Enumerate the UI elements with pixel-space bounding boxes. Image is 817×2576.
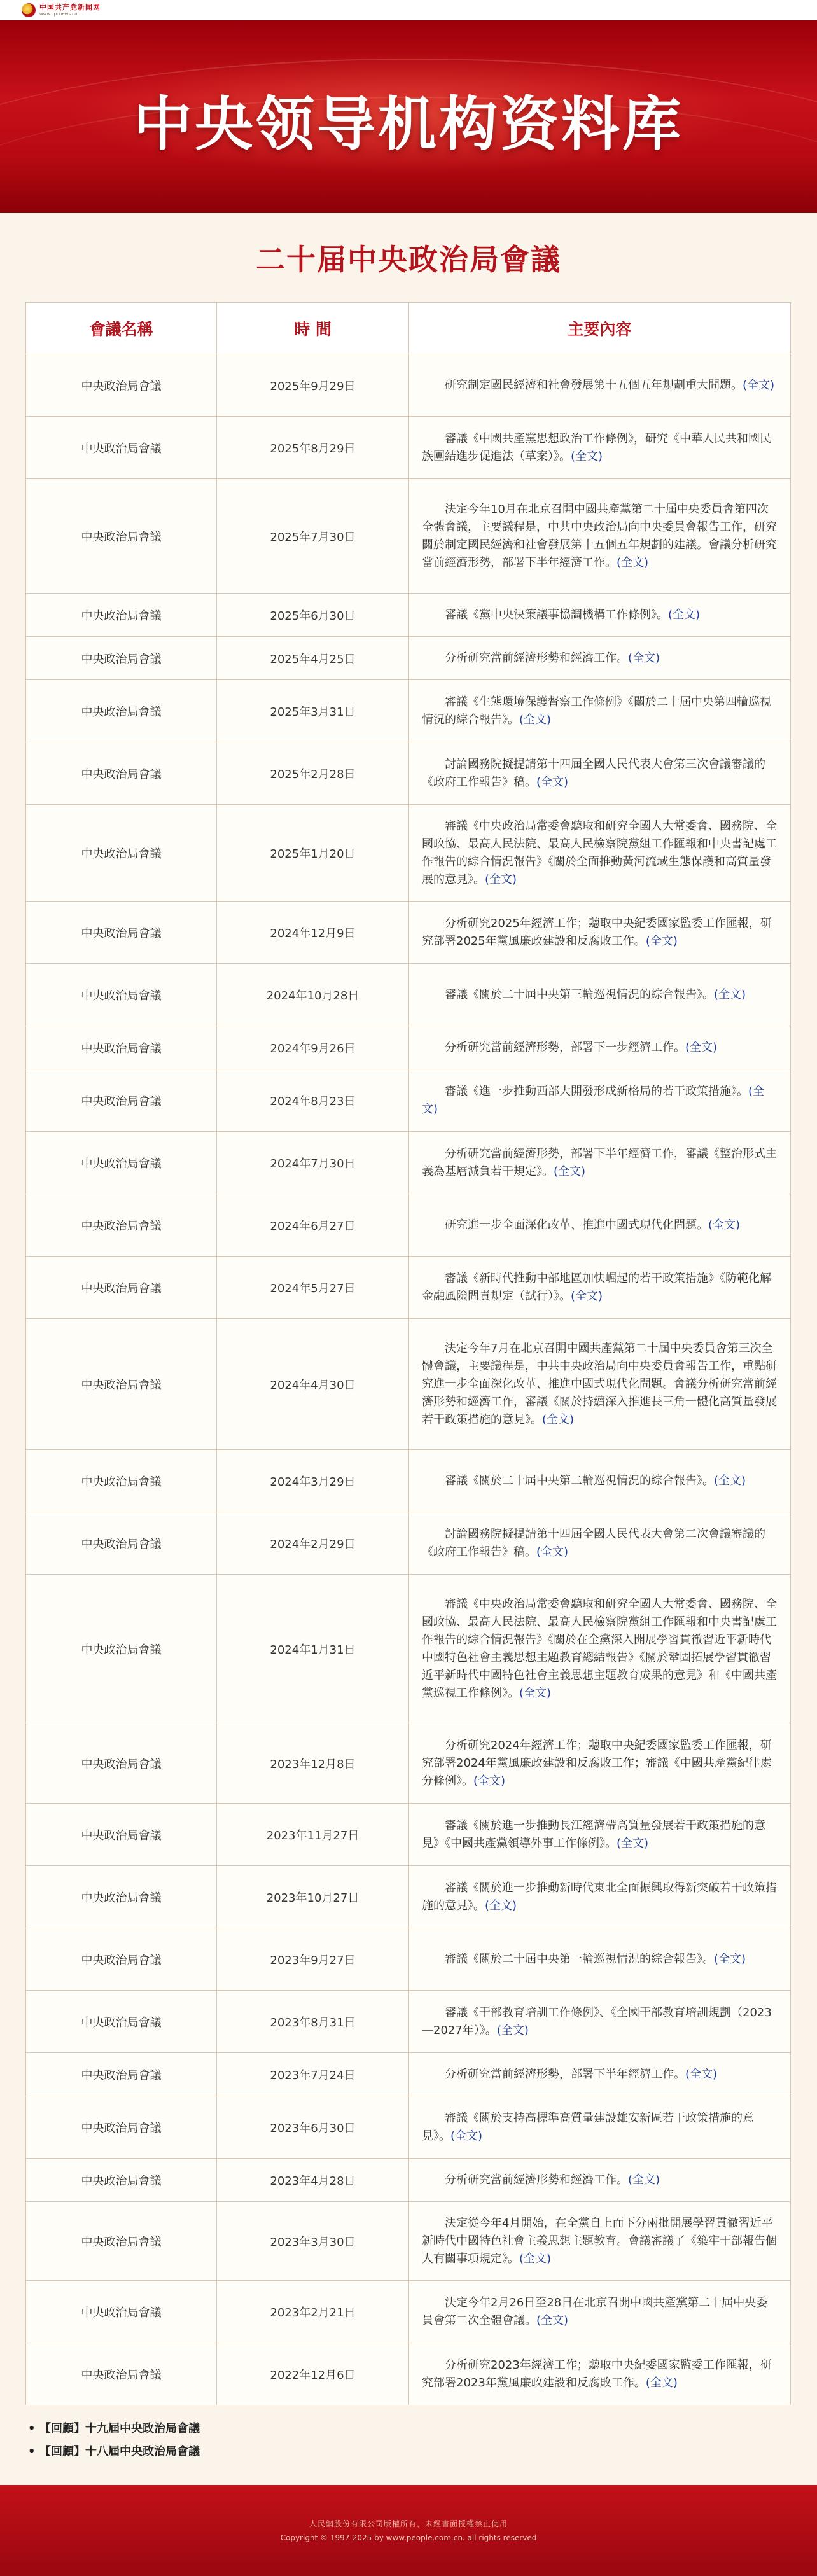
table-row bbox=[26, 1450, 791, 1512]
meeting-content-cell bbox=[409, 2053, 791, 2096]
top-bar bbox=[0, 0, 817, 21]
logo-title: 中国共产党新闻网 bbox=[39, 3, 101, 11]
meeting-date-cell: 2025年7月30日 bbox=[217, 479, 409, 594]
meeting-name-cell: 中央政治局會議 bbox=[26, 1928, 217, 1991]
table-row bbox=[26, 1804, 791, 1866]
meeting-content-cell bbox=[409, 680, 791, 742]
meeting-date-cell: 2025年2月28日 bbox=[217, 742, 409, 805]
meeting-content-cell bbox=[409, 354, 791, 417]
meeting-date-cell: 2023年7月24日 bbox=[217, 2053, 409, 2096]
column-header-content: 主要內容 bbox=[409, 303, 791, 354]
meeting-content-cell bbox=[409, 2159, 791, 2202]
banner-title: 中央领导机构资料库 bbox=[133, 90, 683, 158]
full-text-link[interactable]: (全文) bbox=[536, 2313, 569, 2327]
full-text-link[interactable]: (全文) bbox=[714, 1952, 746, 1966]
meeting-content-text: 分析研究當前經濟形勢，部署下一步經濟工作。 bbox=[445, 1040, 685, 1054]
meeting-content-text: 審議《中央政治局常委會聽取和研究全國人大常委會、國務院、全國政協、最高人民法院、最高人民檢察院黨組工作匯報和中央書記處工作報告的綜合情況報告》《關於在全黨深入開展學習貫徹習近平新時代中國特色社會主義思想主題教育總結報告》《關於鞏固拓展學習貫徹習近平新時代中國特色社會主義思想主題教育成果的意見》和《中國共產黨巡視工作條例》。 bbox=[422, 1597, 777, 1700]
review-links bbox=[25, 2418, 200, 2463]
table-row bbox=[26, 1928, 791, 1991]
meeting-content-text: 決定從今年4月開始，在全黨自上而下分兩批開展學習貫徹習近平新時代中國特色社會主義思想主題教育。會議審議了《築牢干部報告個人有關事項規定》。 bbox=[422, 2216, 777, 2266]
table-row bbox=[26, 2053, 791, 2096]
meeting-content-cell bbox=[409, 1132, 791, 1194]
meeting-date-cell: 2024年12月9日 bbox=[217, 902, 409, 964]
meeting-date-cell: 2025年9月29日 bbox=[217, 354, 409, 417]
meeting-content-text: 審議《進一步推動西部大開發形成新格局的若干政策措施》。 bbox=[445, 1084, 748, 1098]
table-row bbox=[26, 1512, 791, 1575]
meeting-content-text: 討論國務院擬提請第十四屆全國人民代表大會第二次會議審議的《政府工作報告》稿。 bbox=[422, 1527, 765, 1559]
full-text-link[interactable]: (全文) bbox=[536, 1545, 569, 1559]
meeting-date-cell: 2024年8月23日 bbox=[217, 1069, 409, 1132]
meeting-content-text: 審議《關於支持高標準高質量建設雄安新區若干政策措施的意見》。 bbox=[422, 2111, 754, 2143]
meeting-name-cell: 中央政治局會議 bbox=[26, 1319, 217, 1450]
banner bbox=[0, 20, 817, 213]
full-text-link[interactable]: (全文) bbox=[519, 713, 552, 727]
meeting-date-cell: 2024年2月29日 bbox=[217, 1512, 409, 1575]
meeting-content-cell bbox=[409, 1450, 791, 1512]
meeting-name-cell: 中央政治局會議 bbox=[26, 1866, 217, 1928]
meeting-content-cell bbox=[409, 1575, 791, 1723]
meeting-date-cell: 2025年6月30日 bbox=[217, 594, 409, 637]
meeting-content-text: 審議《生態環境保護督察工作條例》《關於二十屆中央第四輪巡視情況的綜合報告》。 bbox=[422, 695, 771, 727]
meeting-date-cell: 2025年1月20日 bbox=[217, 805, 409, 902]
meeting-content-text: 審議《新時代推動中部地區加快崛起的若干政策措施》《防範化解金融風險問責規定（試行）》。 bbox=[422, 1271, 771, 1303]
meeting-name-cell: 中央政治局會議 bbox=[26, 594, 217, 637]
full-text-link[interactable]: (全文) bbox=[450, 2129, 483, 2143]
site-logo[interactable] bbox=[22, 1, 101, 19]
table-row bbox=[26, 2202, 791, 2281]
meeting-name-cell: 中央政治局會議 bbox=[26, 742, 217, 805]
meeting-content-cell bbox=[409, 479, 791, 594]
full-text-link[interactable]: (全文) bbox=[685, 1040, 718, 1054]
meeting-date-cell: 2024年10月28日 bbox=[217, 964, 409, 1026]
meeting-date-cell: 2024年5月27日 bbox=[217, 1257, 409, 1319]
table-header-row bbox=[26, 303, 791, 354]
meeting-name-cell: 中央政治局會議 bbox=[26, 1257, 217, 1319]
full-text-link[interactable]: (全文) bbox=[422, 1084, 765, 1116]
full-text-link[interactable]: (全文) bbox=[617, 555, 649, 569]
table-row bbox=[26, 1866, 791, 1928]
full-text-link[interactable]: (全文) bbox=[685, 2067, 718, 2081]
meeting-content-text: 討論國務院擬提請第十四屆全國人民代表大會第三次會議審議的《政府工作報告》稿。 bbox=[422, 757, 765, 789]
meeting-content-text: 審議《關於二十屆中央第三輪巡視情況的綜合報告》。 bbox=[445, 987, 714, 1001]
meeting-date-cell: 2023年10月27日 bbox=[217, 1866, 409, 1928]
meeting-content-cell bbox=[409, 1512, 791, 1575]
meeting-date-cell: 2025年8月29日 bbox=[217, 417, 409, 479]
table-row bbox=[26, 1026, 791, 1069]
full-text-link[interactable]: (全文) bbox=[542, 1412, 575, 1426]
meeting-name-cell: 中央政治局會議 bbox=[26, 1450, 217, 1512]
table-row bbox=[26, 1991, 791, 2053]
meeting-content-cell bbox=[409, 1723, 791, 1804]
meeting-date-cell: 2024年7月30日 bbox=[217, 1132, 409, 1194]
meeting-content-cell bbox=[409, 964, 791, 1026]
meeting-content-cell bbox=[409, 742, 791, 805]
review-link-18th[interactable]: • 【回顧】十八屆中央政治局會議 bbox=[25, 2440, 200, 2463]
meetings-table bbox=[25, 302, 791, 2405]
meeting-name-cell: 中央政治局會議 bbox=[26, 1991, 217, 2053]
table-row bbox=[26, 1132, 791, 1194]
meeting-date-cell: 2023年11月27日 bbox=[217, 1804, 409, 1866]
full-text-link[interactable]: (全文) bbox=[473, 1774, 506, 1788]
meeting-content-text: 分析研究當前經濟形勢和經濟工作。 bbox=[445, 651, 628, 665]
full-text-link[interactable]: (全文) bbox=[554, 1164, 586, 1178]
meeting-name-cell: 中央政治局會議 bbox=[26, 902, 217, 964]
meeting-content-cell bbox=[409, 1257, 791, 1319]
footer-copyright-cn: 人民網股份有限公司版權所有，未經書面授權禁止使用 bbox=[309, 2519, 508, 2528]
meeting-content-cell bbox=[409, 1804, 791, 1866]
table-row bbox=[26, 354, 791, 417]
meeting-content-cell bbox=[409, 1991, 791, 2053]
meeting-name-cell: 中央政治局會議 bbox=[26, 964, 217, 1026]
table-row bbox=[26, 964, 791, 1026]
meeting-name-cell: 中央政治局會議 bbox=[26, 354, 217, 417]
meeting-content-text: 審議《干部教育培訓工作條例》、《全國干部教育培訓規劃（2023—2027年）》。 bbox=[422, 2005, 772, 2037]
meeting-name-cell: 中央政治局會議 bbox=[26, 680, 217, 742]
footer bbox=[0, 2485, 817, 2576]
full-text-link[interactable]: (全文) bbox=[571, 1289, 603, 1303]
meeting-content-cell bbox=[409, 2202, 791, 2281]
meeting-date-cell: 2023年3月30日 bbox=[217, 2202, 409, 2281]
meeting-name-cell: 中央政治局會議 bbox=[26, 417, 217, 479]
table-row bbox=[26, 637, 791, 680]
full-text-link[interactable]: (全文) bbox=[485, 1898, 517, 1912]
meeting-content-text: 決定今年2月26日至28日在北京召開中國共產黨第二十屆中央委員會第二次全體會議。 bbox=[422, 2295, 768, 2327]
meeting-date-cell: 2025年3月31日 bbox=[217, 680, 409, 742]
full-text-link[interactable]: (全文) bbox=[714, 1473, 746, 1487]
full-text-link[interactable]: (全文) bbox=[519, 2252, 552, 2266]
meeting-content-cell bbox=[409, 594, 791, 637]
meeting-name-cell: 中央政治局會議 bbox=[26, 1194, 217, 1257]
meeting-content-text: 分析研究當前經濟形勢，部署下半年經濟工作，審議《整治形式主義為基層減負若干規定》。 bbox=[422, 1146, 777, 1178]
table-row bbox=[26, 1257, 791, 1319]
full-text-link[interactable]: (全文) bbox=[617, 1836, 649, 1850]
meeting-name-cell: 中央政治局會議 bbox=[26, 2159, 217, 2202]
table-row bbox=[26, 1194, 791, 1257]
full-text-link[interactable]: (全文) bbox=[485, 872, 517, 886]
full-text-link[interactable]: (全文) bbox=[496, 2023, 529, 2037]
full-text-link[interactable]: (全文) bbox=[708, 1218, 741, 1232]
table-row bbox=[26, 1575, 791, 1723]
meeting-date-cell: 2024年4月30日 bbox=[217, 1319, 409, 1450]
meeting-date-cell: 2023年12月8日 bbox=[217, 1723, 409, 1804]
meeting-name-cell: 中央政治局會議 bbox=[26, 479, 217, 594]
meeting-date-cell: 2024年1月31日 bbox=[217, 1575, 409, 1723]
meeting-content-text: 審議《關於二十屆中央第二輪巡視情況的綜合報告》。 bbox=[445, 1473, 714, 1487]
meeting-content-text: 分析研究當前經濟形勢和經濟工作。 bbox=[445, 2173, 628, 2187]
table-row bbox=[26, 1319, 791, 1450]
full-text-link[interactable]: (全文) bbox=[714, 987, 746, 1001]
meeting-content-cell bbox=[409, 1069, 791, 1132]
table-row bbox=[26, 594, 791, 637]
meeting-content-text: 決定今年10月在北京召開中國共產黨第二十屆中央委員會第四次全體會議，主要議程是，中共中央政治局向中央委員會報告工作，研究關於制定國民經濟和社會發展第十五個五年規劃的建議。會議分析研究當前經濟形勢，部署下半年經濟工作。 bbox=[422, 502, 777, 569]
full-text-link[interactable]: (全文) bbox=[668, 608, 701, 622]
section-title: 二十届中央政治局會議 bbox=[256, 242, 561, 277]
meeting-date-cell: 2023年9月27日 bbox=[217, 1928, 409, 1991]
meeting-date-cell: 2025年4月25日 bbox=[217, 637, 409, 680]
meeting-content-cell bbox=[409, 2096, 791, 2159]
meeting-name-cell: 中央政治局會議 bbox=[26, 1804, 217, 1866]
column-header-name: 會議名稱 bbox=[26, 303, 217, 354]
table-row bbox=[26, 902, 791, 964]
full-text-link[interactable]: (全文) bbox=[519, 1686, 552, 1700]
table-row bbox=[26, 2343, 791, 2405]
meeting-name-cell: 中央政治局會議 bbox=[26, 2343, 217, 2405]
meeting-date-cell: 2024年3月29日 bbox=[217, 1450, 409, 1512]
meeting-content-text: 研究制定國民經濟和社會發展第十五個五年規劃重大問題。 bbox=[445, 378, 743, 392]
full-text-link[interactable]: (全文) bbox=[628, 2173, 660, 2187]
meeting-content-cell bbox=[409, 2343, 791, 2405]
meeting-content-cell bbox=[409, 417, 791, 479]
meeting-content-text: 決定今年7月在北京召開中國共產黨第二十屆中央委員會第三次全體會議，主要議程是，中共中央政治局向中央委員會報告工作，重點研究進一步全面深化改革、推進中國式現代化問題。會議分析研究當前經濟形勢和經濟工作，審議《關於持續深入推進長三角一體化高質量發展若干政策措施的意見》。 bbox=[422, 1341, 777, 1426]
full-text-link[interactable]: (全文) bbox=[645, 934, 678, 948]
meeting-name-cell: 中央政治局會議 bbox=[26, 2053, 217, 2096]
meeting-content-text: 審議《中央政治局常委會聽取和研究全國人大常委會、國務院、全國政協、最高人民法院、最高人民檢察院黨組工作匯報和中央書記處工作報告的綜合情況報告》《關於全面推動黃河流域生態保護和高質量發展的意見》。 bbox=[422, 819, 777, 886]
meeting-name-cell: 中央政治局會議 bbox=[26, 1069, 217, 1132]
table-row bbox=[26, 2159, 791, 2202]
logo-url: www.cpcnews.cn bbox=[39, 11, 78, 17]
table-row bbox=[26, 742, 791, 805]
meeting-content-cell bbox=[409, 637, 791, 680]
meeting-content-cell bbox=[409, 2281, 791, 2343]
meeting-content-cell bbox=[409, 1194, 791, 1257]
meeting-content-text: 分析研究2025年經濟工作；聽取中央紀委國家監委工作匯報，研究部署2025年黨風廉政建設和反腐敗工作。 bbox=[422, 916, 772, 948]
meeting-content-text: 審議《關於進一步推動新時代東北全面振興取得新突破若干政策措施的意見》。 bbox=[422, 1881, 777, 1912]
meeting-content-text: 審議《黨中央決策議事協調機構工作條例》。 bbox=[445, 608, 668, 622]
meeting-name-cell: 中央政治局會議 bbox=[26, 2281, 217, 2343]
meeting-content-cell bbox=[409, 805, 791, 902]
party-emblem-icon bbox=[22, 3, 36, 17]
meeting-name-cell: 中央政治局會議 bbox=[26, 637, 217, 680]
table-row bbox=[26, 2096, 791, 2159]
full-text-link[interactable]: (全文) bbox=[743, 378, 775, 392]
table-row bbox=[26, 1723, 791, 1804]
column-header-date: 時 間 bbox=[217, 303, 409, 354]
meeting-content-cell bbox=[409, 1319, 791, 1450]
table-row bbox=[26, 1069, 791, 1132]
table-row bbox=[26, 805, 791, 902]
full-text-link[interactable]: (全文) bbox=[571, 449, 603, 463]
meeting-date-cell: 2023年8月31日 bbox=[217, 1991, 409, 2053]
review-link-19th[interactable]: • 【回顧】十九屆中央政治局會議 bbox=[25, 2418, 200, 2440]
meeting-date-cell: 2024年6月27日 bbox=[217, 1194, 409, 1257]
meeting-content-cell bbox=[409, 1928, 791, 1991]
meeting-content-text: 分析研究2024年經濟工作；聽取中央紀委國家監委工作匯報，研究部署2024年黨風廉政建設和反腐敗工作；審議《中國共產黨紀律處分條例》。 bbox=[422, 1738, 772, 1788]
table-row bbox=[26, 479, 791, 594]
meeting-name-cell: 中央政治局會議 bbox=[26, 1512, 217, 1575]
full-text-link[interactable]: (全文) bbox=[628, 651, 660, 665]
meeting-content-text: 審議《關於二十屆中央第一輪巡視情況的綜合報告》。 bbox=[445, 1952, 714, 1966]
table-row bbox=[26, 2281, 791, 2343]
table-row bbox=[26, 417, 791, 479]
meeting-name-cell: 中央政治局會議 bbox=[26, 1575, 217, 1723]
meeting-content-text: 研究進一步全面深化改革、推進中國式現代化問題。 bbox=[445, 1218, 708, 1232]
meeting-date-cell: 2024年9月26日 bbox=[217, 1026, 409, 1069]
meeting-name-cell: 中央政治局會議 bbox=[26, 1132, 217, 1194]
meeting-content-text: 分析研究2023年經濟工作；聽取中央紀委國家監委工作匯報，研究部署2023年黨風廉政建設和反腐敗工作。 bbox=[422, 2358, 772, 2390]
meeting-name-cell: 中央政治局會議 bbox=[26, 1723, 217, 1804]
meeting-content-cell bbox=[409, 902, 791, 964]
meeting-content-cell bbox=[409, 1026, 791, 1069]
meeting-name-cell: 中央政治局會議 bbox=[26, 1026, 217, 1069]
meeting-content-text: 分析研究當前經濟形勢，部署下半年經濟工作。 bbox=[445, 2067, 685, 2081]
meeting-date-cell: 2023年6月30日 bbox=[217, 2096, 409, 2159]
meeting-name-cell: 中央政治局會議 bbox=[26, 2096, 217, 2159]
full-text-link[interactable]: (全文) bbox=[536, 775, 569, 789]
table-row bbox=[26, 680, 791, 742]
meeting-name-cell: 中央政治局會議 bbox=[26, 805, 217, 902]
meeting-date-cell: 2023年2月21日 bbox=[217, 2281, 409, 2343]
meeting-content-text: 審議《關於進一步推動長江經濟帶高質量發展若干政策措施的意見》《中國共產黨領導外事工作條例》。 bbox=[422, 1818, 765, 1850]
meeting-date-cell: 2022年12月6日 bbox=[217, 2343, 409, 2405]
meeting-name-cell: 中央政治局會議 bbox=[26, 2202, 217, 2281]
meeting-content-text: 審議《中國共產黨思想政治工作條例》，研究《中華人民共和國民族團結進步促進法（草案）》。 bbox=[422, 431, 771, 463]
meeting-date-cell: 2023年4月28日 bbox=[217, 2159, 409, 2202]
full-text-link[interactable]: (全文) bbox=[645, 2376, 678, 2390]
meeting-content-cell bbox=[409, 1866, 791, 1928]
footer-copyright-en: Copyright © 1997-2025 by www.people.com.cn. all rights reserved bbox=[280, 2533, 537, 2542]
